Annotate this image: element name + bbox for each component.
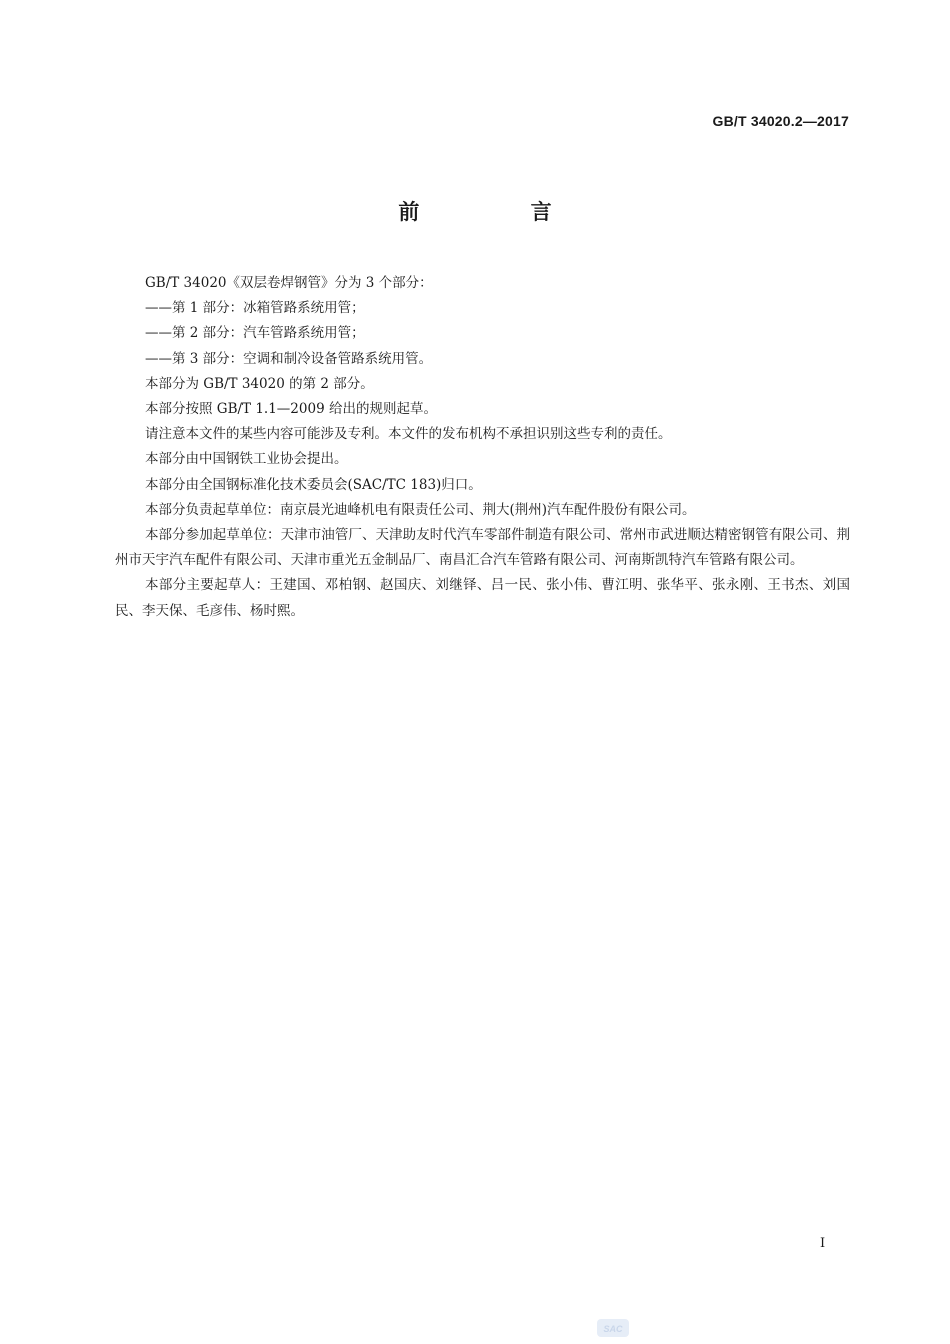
paragraph-lead-drafters: 本部分负责起草单位：南京晨光迪峰机电有限责任公司、荆大(荆州)汽车配件股份有限公司。 — [145, 501, 696, 518]
paragraph-proposer: 本部分由中国钢铁工业协会提出。 — [145, 451, 348, 468]
list-item-part-2: ——第 2 部分：汽车管路系统用管； — [145, 325, 365, 342]
paragraph-patent-notice: 请注意本文件的某些内容可能涉及专利。本文件的发布机构不承担识别这些专利的责任。 — [145, 426, 672, 443]
paragraph-committee: 本部分由全国钢标准化技术委员会(SAC/TC 183)归口。 — [145, 476, 482, 493]
svg-text:SAC: SAC — [603, 1324, 623, 1334]
paragraph-drafting-rules: 本部分按照 GB/T 1.1—2009 给出的规则起草。 — [145, 401, 437, 418]
page-number: I — [820, 1236, 826, 1251]
sac-watermark-logo — [596, 1317, 630, 1339]
list-item-part-3: ——第 3 部分：空调和制冷设备管路系统用管。 — [145, 350, 433, 367]
standard-code: GB/T 34020.2—2017 — [712, 113, 849, 129]
paragraph-part-statement: 本部分为 GB/T 34020 的第 2 部分。 — [145, 375, 374, 392]
paragraph-main-drafters: 本部分主要起草人：王建国、邓柏钢、赵国庆、刘继铎、吕一民、张小伟、曹江明、张华平、张永刚、王书杰、刘国民、李天保、毛彦伟、杨时熙。 — [115, 577, 850, 619]
paragraph-parts-intro: GB/T 34020《双层卷焊钢管》分为 3 个部分： — [145, 275, 433, 291]
list-item-part-1: ——第 1 部分：冰箱管路系统用管； — [145, 300, 365, 317]
page-title: 前 言 — [398, 200, 604, 224]
foreword-body — [115, 271, 850, 624]
paragraph-participating-drafters: 本部分参加起草单位：天津市油管厂、天津助友时代汽车零部件制造有限公司、常州市武进顺达精密钢管有限公司、荆州市天宇汽车配件有限公司、天津市重光五金制品厂、南昌汇合汽车管路有限公司、河南斯凯特汽车管路有限公司。 — [115, 527, 850, 569]
